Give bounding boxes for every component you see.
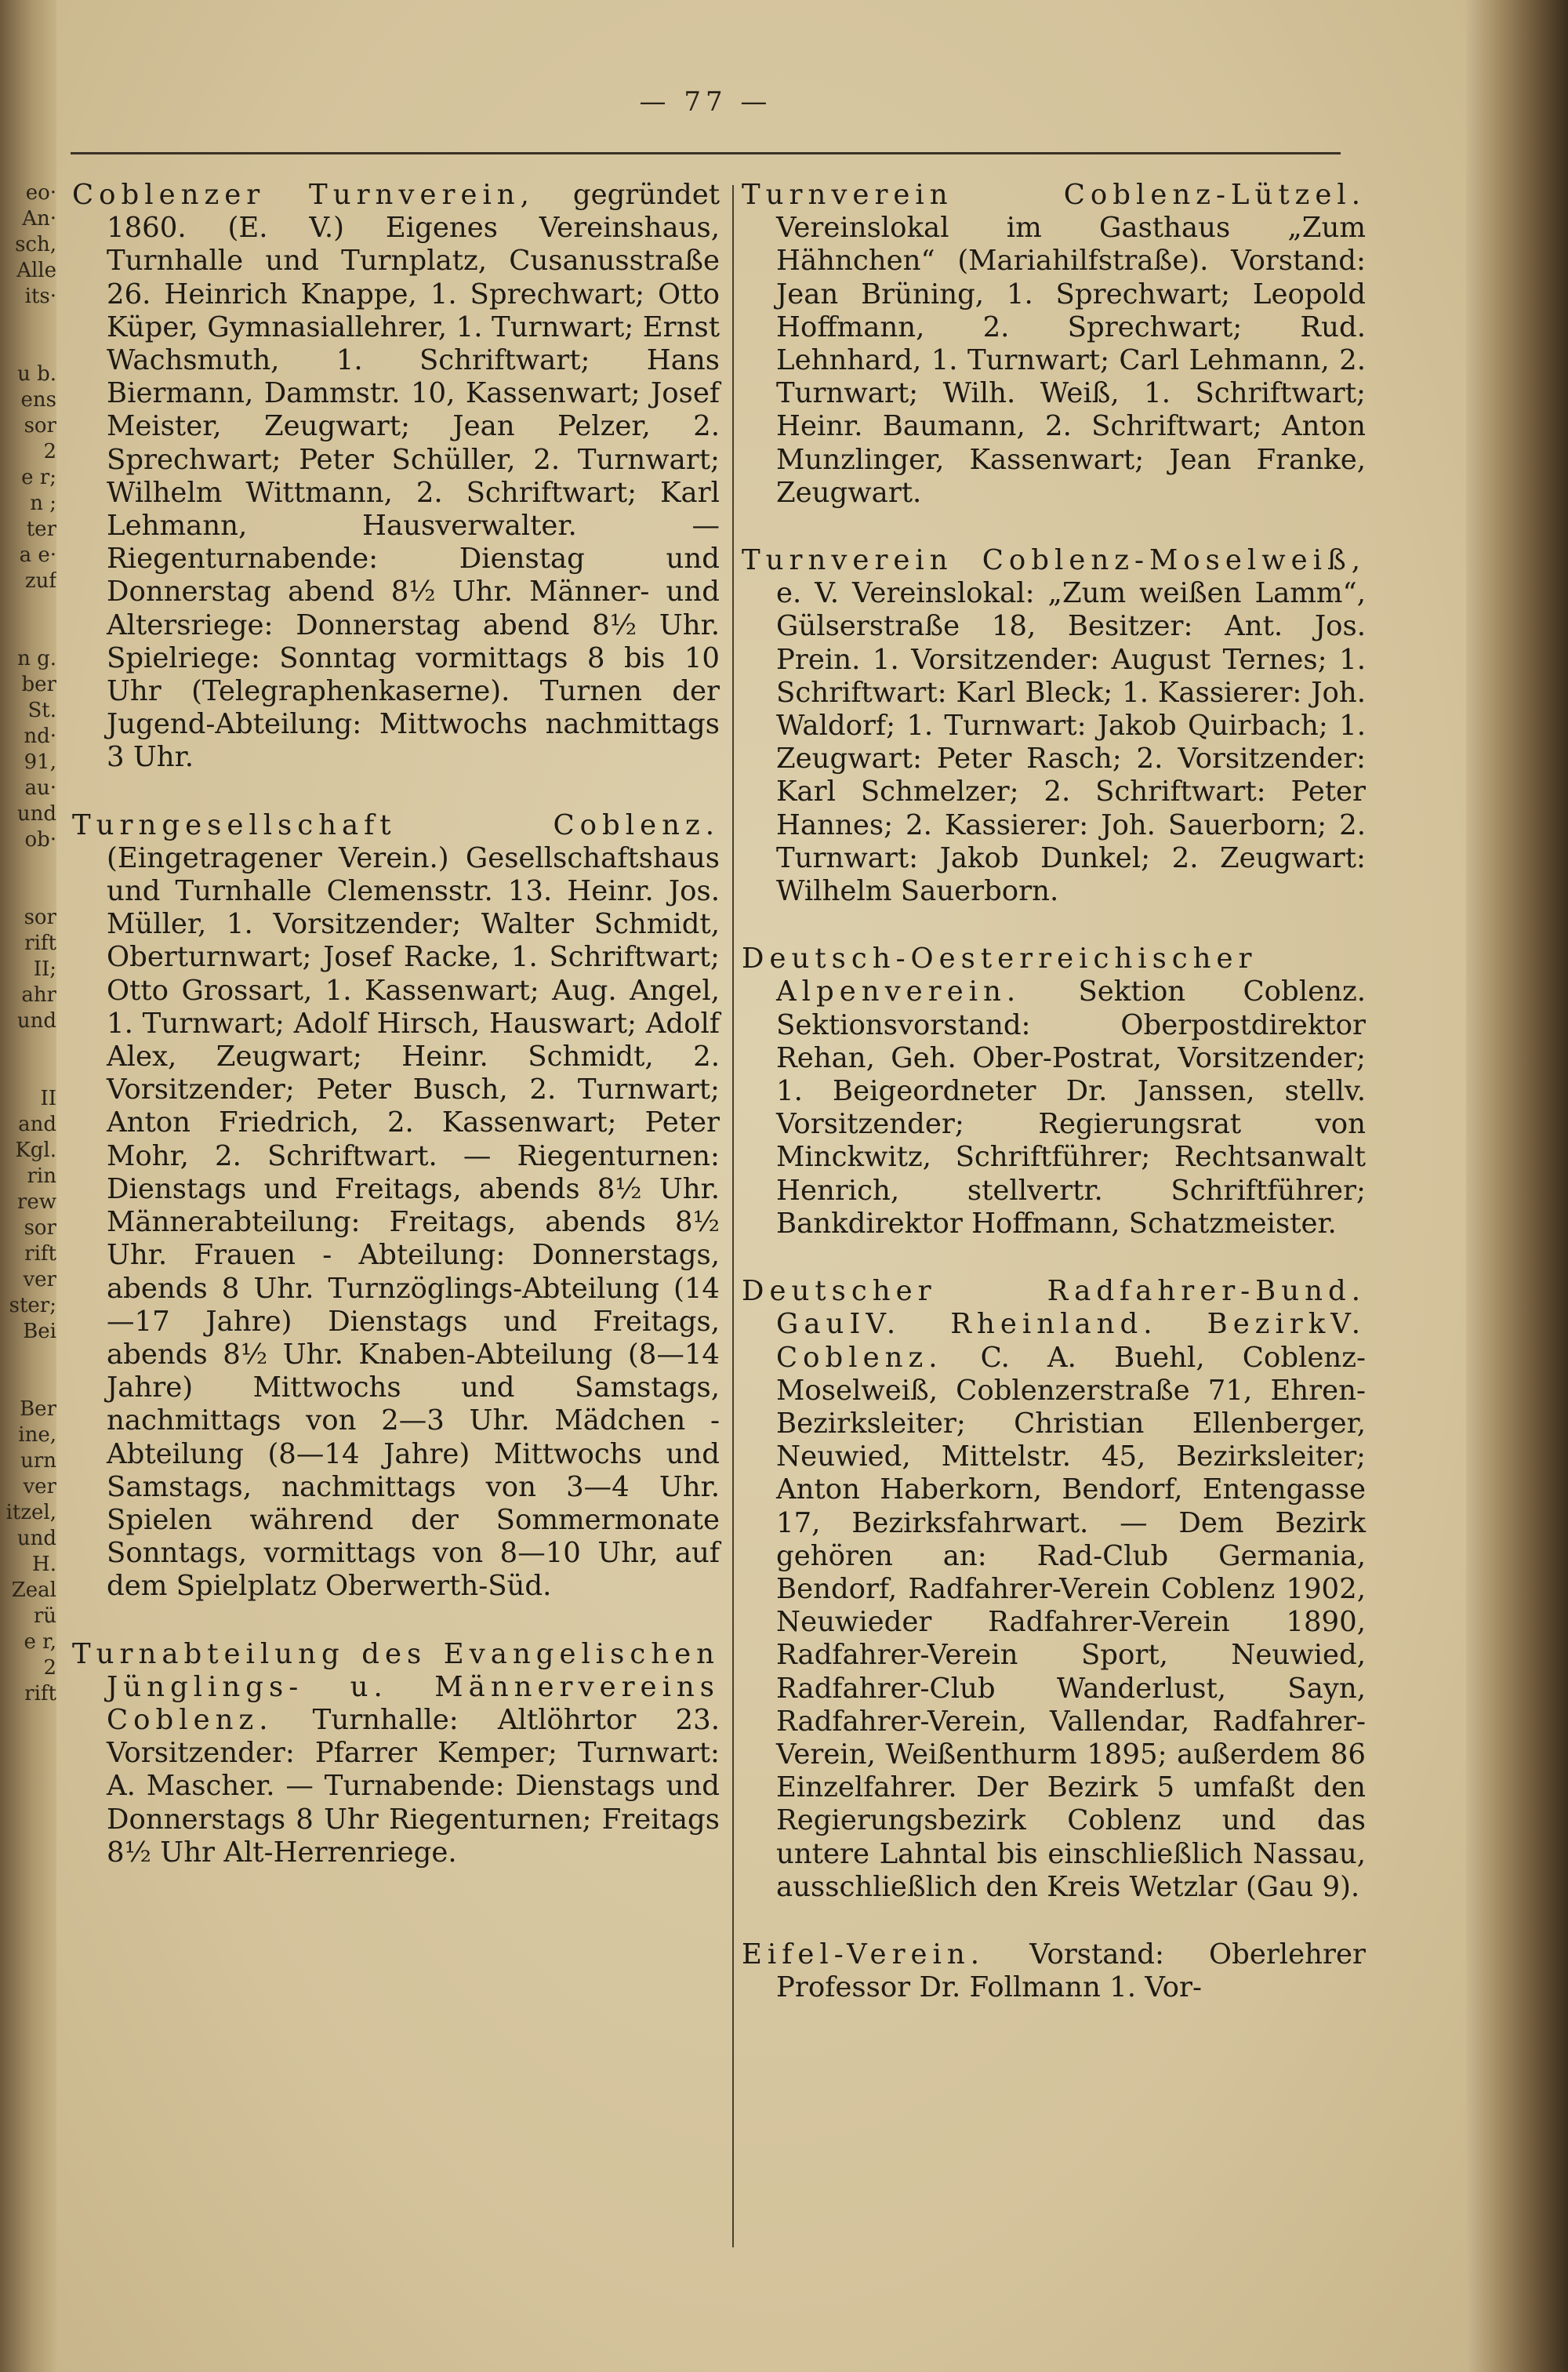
- entry-heading: Turngesellschaft Coblenz.: [72, 808, 720, 841]
- entry-body: Sektion Coblenz. Sektionsvorstand: Oberpostdirektor Rehan, Geh. Ober-Postrat, Vorsitzender; 1. Beigeordneter Dr. Janssen, stellv. Vorsitzender; Regierungsrat von Minckwitz, Schriftführer; Rechtsanwalt Henrich, stellvertr. Schriftführer; Bankdirektor Hoffmann, Schatzmeister.: [776, 975, 1366, 1240]
- entry-heading: Coblenzer Turnverein,: [72, 179, 535, 211]
- entry-body: Turnhalle: Altlöhrtor 23. Vorsitzender: Pfarrer Kemper; Turnwart: A. Mascher. — Turnabende: Dienstags und Donnerstags 8 Uhr Riegenturnen; Freitags 8½ Uhr Alt-Herrenriege.: [107, 1703, 720, 1869]
- entry-spacer: [742, 908, 1366, 943]
- gutter-text-fragments: eo· An· sch, Alle its· u b. ens sor 2 e r; n ; ter a e· zuf n g. ber St. nd· 91, au· und ob· sor rift II; ahr und II and Kgl. rin rew sor rift ver ster; Bei Ber ine, urn ver itzel, und H. Zeal rü e r, 2 rift: [5, 181, 56, 1705]
- header-rule: [71, 152, 1341, 154]
- entry-turngesellschaft-coblenz: [72, 809, 720, 1604]
- entry-body: gegründet 1860. (E. V.) Eigenes Vereinshaus, Turnhalle und Turnplatz, Cusanusstraße 26. Heinrich Knappe, 1. Sprechwart; Otto Küper, Gymnasiallehrer, 1. Turnwart; Ernst Wachsmuth, 1. Schriftwart; Hans Biermann, Dammstr. 10, Kassenwart; Josef Meister, Zeugwart; Jean Pelzer, 2. Sprechwart; Peter Schüller, 2. Turnwart; Wilhelm Wittmann, 2. Schriftwart; Karl Lehmann, Hausverwalter. — Riegenturnabende: Dienstag und Donnerstag abend 8½ Uhr. Männer- und Altersriege: Donnerstag abend 8½ Uhr. Spielriege: Sonntag vormittags 8 bis 10 Uhr (Telegraphenkaserne). Turnen der Jugend-Abteilung: Mittwochs nachmittags 3 Uhr.: [107, 179, 720, 774]
- entry-body: Vereinslokal im Gasthaus „Zum Hähnchen“ (Mariahilfstraße). Vorstand: Jean Brüning, 1. Sprechwart; Leopold Hoffmann, 2. Sprechwart; Rud. Lehnhard, 1. Turnwart; Carl Lehmann, 2. Turnwart; Wilh. Weiß, 1. Schriftwart; Heinr. Baumann, 2. Schriftwart; Anton Munzlinger, Kassenwart; Jean Franke, Zeugwart.: [776, 212, 1366, 509]
- entry-spacer: [742, 1904, 1366, 1938]
- entry-heading: Eifel-Verein.: [742, 1938, 985, 1971]
- page-block-edge: [1466, 0, 1568, 2372]
- entry-spacer: [742, 510, 1366, 544]
- entry-coblenzer-turnverein: [72, 179, 720, 775]
- entry-turnverein-luetzel: [742, 179, 1366, 510]
- entry-heading: Turnverein Coblenz-Moselweiß,: [742, 544, 1366, 577]
- entry-heading: Turnabteilung des Evangelischen Jünglings- u. Männervereins Coblenz.: [72, 1637, 720, 1736]
- entry-spacer: [72, 1604, 720, 1638]
- entry-spacer: [742, 1240, 1366, 1275]
- entry-turnabteilung-evangelischen: [72, 1638, 720, 1869]
- entry-body: (Eingetragener Verein.) Gesellschaftshaus und Turnhalle Clemensstr. 13. Heinr. Jos. Müller, 1. Vorsitzender; Walter Schmidt, Oberturnwart; Josef Racke, 1. Schriftwart; Otto Grossart, 1. Kassenwart; Aug. Angel, 1. Turnwart; Adolf Hirsch, Hauswart; Adolf Alex, Zeugwart; Heinr. Schmidt, 2. Vorsitzender; Peter Busch, 2. Turnwart; Anton Friedrich, 2. Kassenwart; Peter Mohr, 2. Schriftwart. — Riegenturnen: Dienstags und Freitags, abends 8½ Uhr. Männerabteilung: Freitags, abends 8½ Uhr. Frauen - Abteilung: Donnerstags, abends 8 Uhr. Turnzöglings-Abteilung (14—17 Jahre) Dienstags und Freitags, abends 8½ Uhr. Knaben-Abteilung (8—14 Jahre) Mittwochs und Samstags, nachmittags von 2—3 Uhr. Mädchen - Abteilung (8—14 Jahre) Mittwochs und Samstags, nachmittags von 3—4 Uhr. Spielen während der Sommermonate Sonntags, vormittags von 8—10 Uhr, auf dem Spielplatz Oberwerth-Süd.: [107, 841, 720, 1603]
- entry-radfahrer-bund: [742, 1275, 1366, 1904]
- entry-heading: Turnverein Coblenz-Lützel.: [742, 179, 1366, 211]
- entry-heading: Deutsch-Oesterreichischer Alpenverein.: [742, 943, 1258, 1008]
- entry-heading: Deutscher Radfahrer-Bund. GauIV. Rheinland. BezirkV. Coblenz.: [742, 1275, 1366, 1374]
- entry-spacer: [72, 775, 720, 809]
- column-divider: [732, 185, 734, 2247]
- entry-body: C. A. Buehl, Coblenz-Moselweiß, Coblenzerstraße 71, Ehren-Bezirksleiter; Christian Ellenberger, Neuwied, Mittelstr. 45, Bezirksleiter; Anton Haberkorn, Bendorf, Entengasse 17, Bezirksfahrwart. — Dem Bezirk gehören an: Rad-Club Germania, Bendorf, Radfahrer-Verein Coblenz 1902, Neuwieder Radfahrer-Verein 1890, Radfahrer-Verein Sport, Neuwied, Radfahrer-Club Wanderlust, Sayn, Radfahrer-Verein, Vallendar, Radfahrer-Verein, Weißenthurm 1895; außerdem 86 Einzelfahrer. Der Bezirk 5 umfaßt den Regierungsbezirk Coblenz und das untere Lahntal bis einschließlich Nassau, ausschließlich den Kreis Wetzlar (Gau 9).: [776, 1341, 1366, 1903]
- entry-alpenverein: [742, 943, 1366, 1240]
- entry-eifel-verein: [742, 1938, 1366, 2004]
- entry-body: e. V. Vereinslokal: „Zum weißen Lamm“, Gülserstraße 18, Besitzer: Ant. Jos. Prein. 1. Vorsitzender: August Ternes; 1. Schriftwart: Karl Bleck; 1. Kassierer: Joh. Waldorf; 1. Turnwart: Jakob Quirbach; 1. Zeugwart: Peter Rasch; 2. Vorsitzender: Karl Schmelzer; 2. Schriftwart: Peter Hannes; 2. Kassierer: Joh. Sauerborn; 2. Turnwart: Jakob Dunkel; 2. Zeugwart: Wilhelm Sauerborn.: [776, 577, 1366, 908]
- entry-body: Vorstand: Oberlehrer Professor Dr. Follmann 1. Vor-: [776, 1938, 1366, 2004]
- page-number: — 77 —: [639, 86, 772, 118]
- right-column: [742, 179, 1366, 2004]
- entry-turnverein-moselweiss: [742, 544, 1366, 908]
- left-column: [72, 179, 720, 1869]
- facing-page-gutter: [0, 0, 56, 2372]
